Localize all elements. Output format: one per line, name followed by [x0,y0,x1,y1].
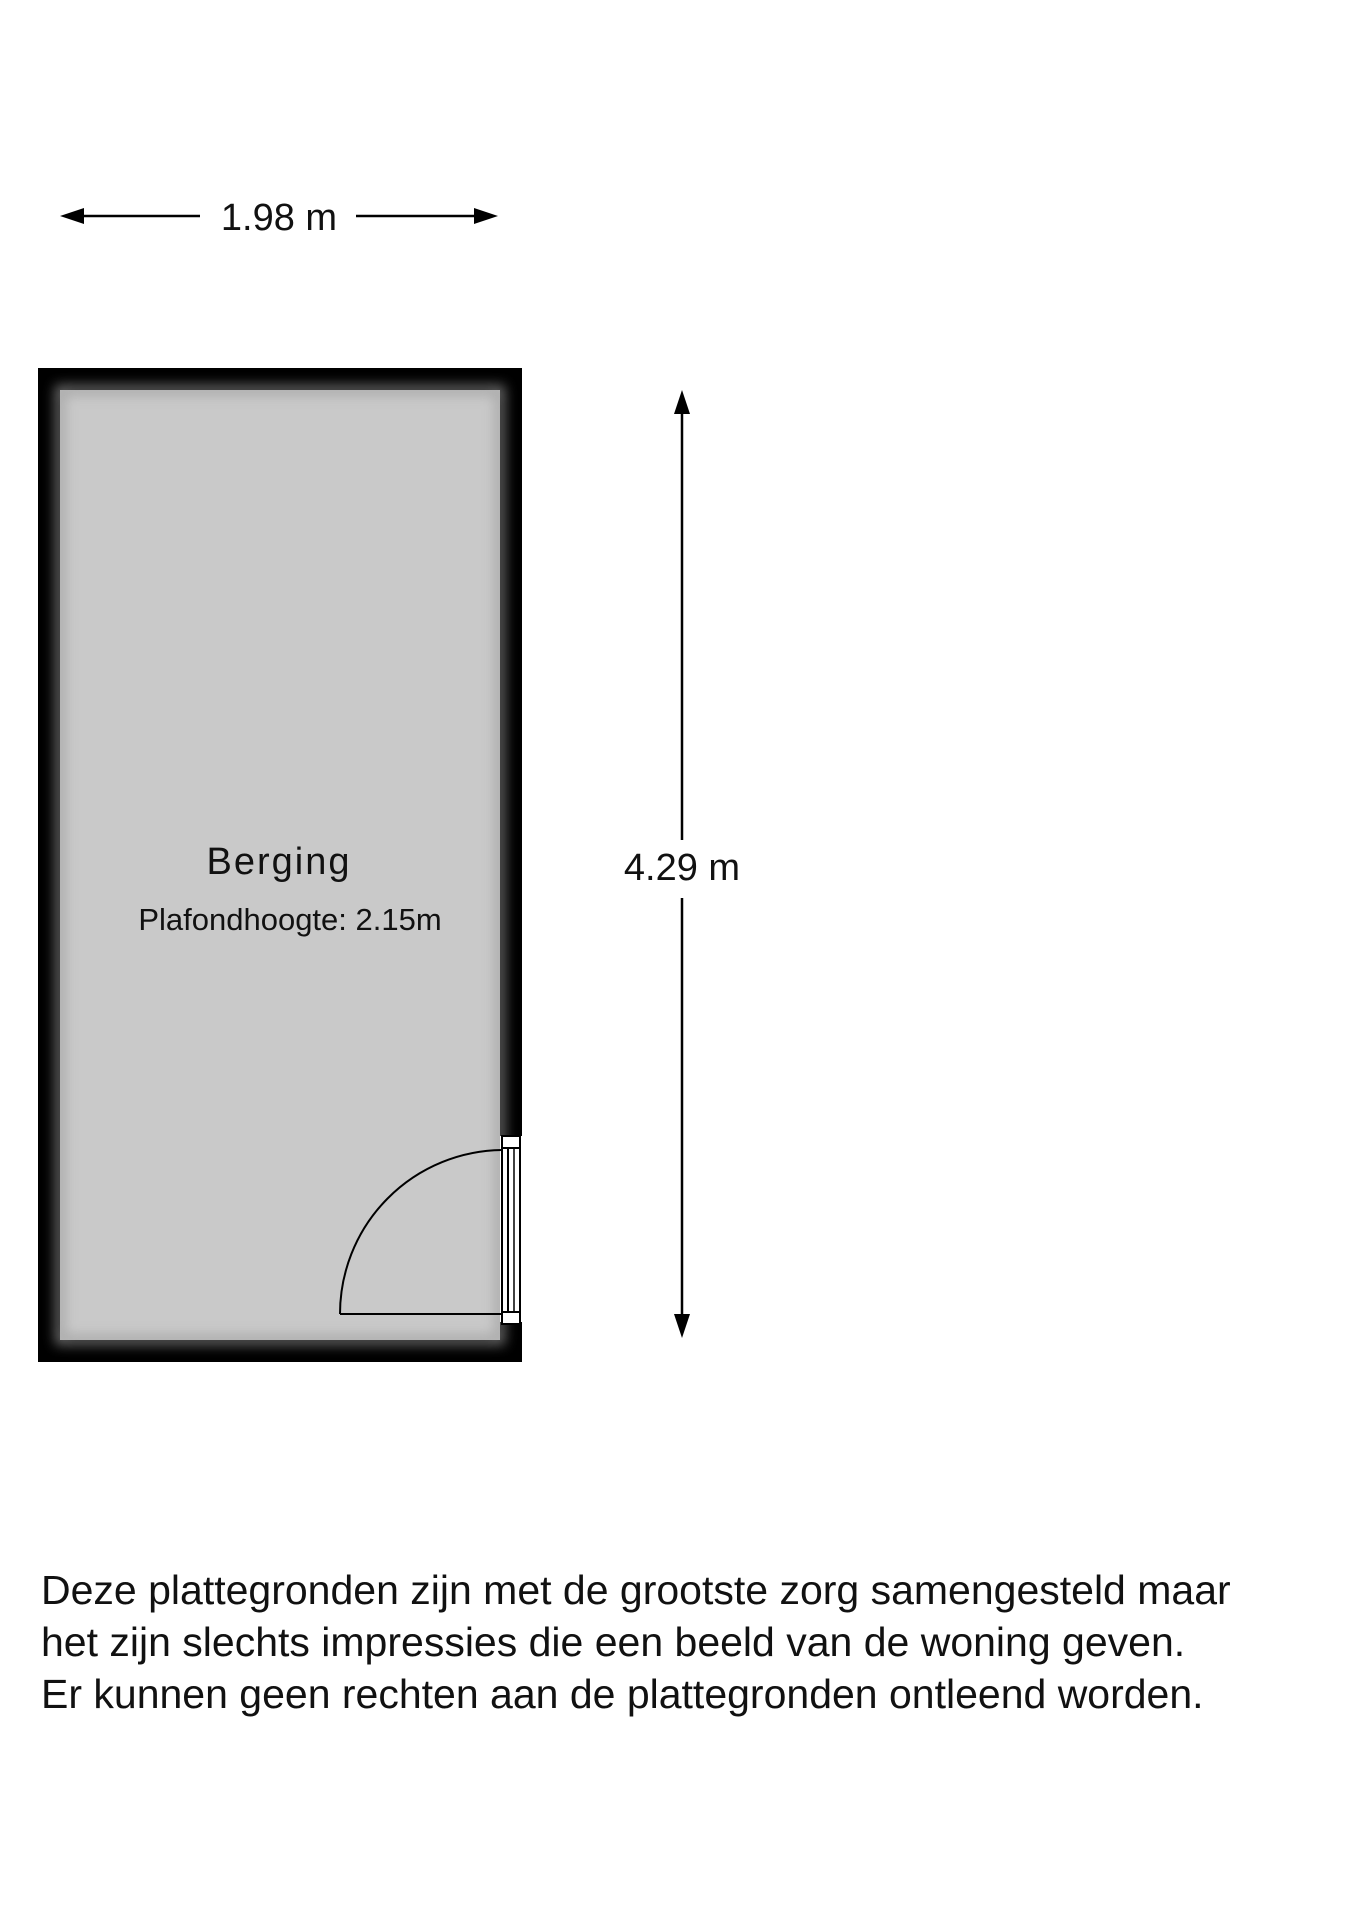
arrow-up-icon [674,390,690,414]
arrow-left-icon [60,208,84,224]
door-jamb-bottom [502,1312,520,1324]
room-ceiling-height: Plafondhoogte: 2.15m [138,902,442,937]
arrow-right-icon [474,208,498,224]
disclaimer-line-3: Er kunnen geen rechten aan de plattegronden ontleend worden. [41,1671,1204,1717]
room-name: Berging [206,841,352,883]
door-jamb-top [502,1136,520,1148]
width-dimension-label: 1.98 m [220,197,338,239]
width-dimension [60,197,498,239]
arrow-down-icon [674,1314,690,1338]
disclaimer-line-2: het zijn slechts impressies die een beeld van de woning geven. [41,1619,1186,1665]
disclaimer [41,1564,1341,1720]
door-frame [502,1136,520,1322]
room-berging [38,368,522,1362]
disclaimer-line-1: Deze plattegronden zijn met de grootste zorg samengesteld maar [41,1567,1231,1613]
height-dimension [624,390,740,1338]
height-dimension-label: 4.29 m [623,847,741,889]
